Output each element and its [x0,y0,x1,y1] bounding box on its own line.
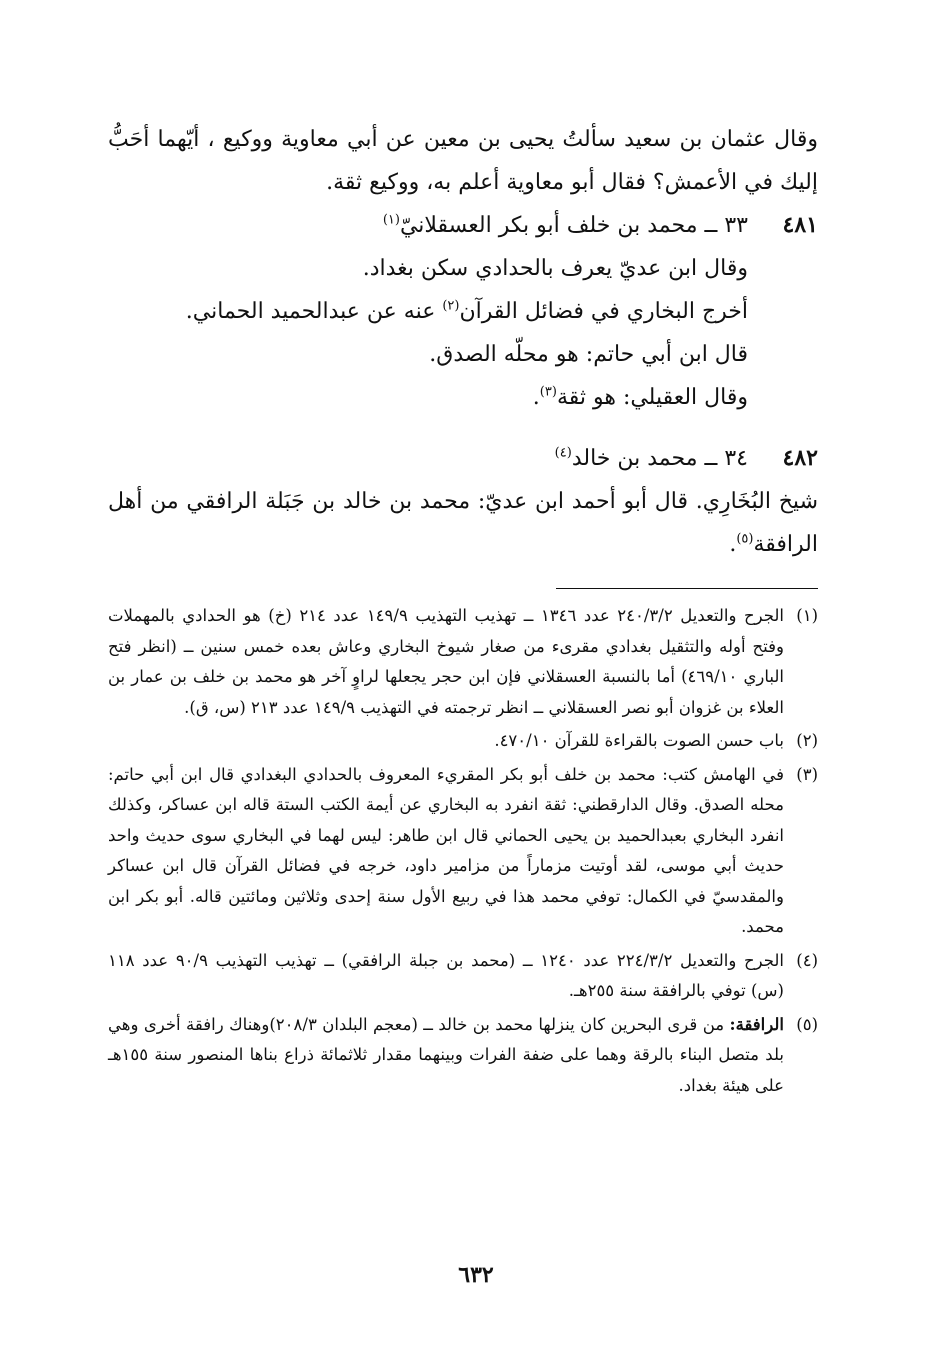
entry-line: أخرج البخاري في فضائل القرآن$^{(٢)}$ عنه عن عبدالحميد الحماني. [185,298,748,324]
entry-title: ٣٣ ــ محمد بن خلف أبو بكر العسقلانيّ$^{(١)}$ [382,212,748,238]
footnote-mark: (١) [796,606,818,625]
footnote [108,726,818,757]
footnote-term: الرافقة: [729,1014,784,1034]
footnote-text: الجرح والتعديل ٢٢٤/٣/٢ عدد ١٢٤٠ ــ (محمد بن جبلة الرافقي) ــ تهذيب التهذيب ٩٠/٩ عدد ١١٨ (س) توفي بالرافقة سنة ٢٥٥هـ. [108,950,784,1000]
page-number: ٦٣٢ [458,1262,494,1288]
entry-number: ٤٨٢ [782,445,818,471]
footnote-ref: (٣) [539,384,557,400]
entry-line: وقال العقيلي: هو ثقة$^{(٣)}$. [532,384,748,410]
entry-paragraph: شيخ البُخَارِي. قال أبو أحمد ابن عديّ: محمد بن خالد بن جَبَلة الرافقي من أهل الرافقة$^{(٥)}$. [108,489,818,557]
footnote-mark: (٣) [796,764,818,784]
intro-paragraph: وقال عثمان بن سعيد سألتُ يحيى بن معين عن أبي معاوية ووكيع ، أيّهما أحَبُّ إليك في الأعمش؟ فقال أبو معاوية أعلم به، ووكيع ثقة. [108,127,818,195]
footnote-ref: (٥) [736,531,754,547]
entry-number: ٤٨١ [782,212,818,238]
entry-heading [108,437,818,480]
footnote-ref: (٢) [442,298,460,314]
footnote-divider [556,588,818,589]
footnote-text: الرافقة: من قرى البحرين كان ينزلها محمد بن خالد ــ (معجم البلدان ٢٠٨/٣)وهناك رافقة أخرى وهي بلد متصل البناء بالرقة وهما على ضفة الفرات وبينهما مقدار ثلاثمائة ذراع بناها المنصور سنة ١٥٥هـ على هيئة بغداد. [108,1014,784,1095]
footnote-text: الجرح والتعديل ٢٤٠/٣/٢ عدد ١٣٤٦ ــ تهذيب التهذيب ١٤٩/٩ عدد ٢١٤ (خ) هو الحدادي بالمهملات وفتح أوله والتثقيل بغدادي مقرىء من صغار شيوخ البخاري وعاش بعده خمس سنين ــ (انظر فتح الباري ٤٦٩/١٠) أما بالنسبة العسقلاني فإن ابن حجر يجعلها لراوٍ آخر هو محمد بن خلف بن عمار بن العلاء بن غزوان أبو نصر العسقلاني ــ انظر ترجمته في التهذيب ١٤٩/٩ عدد ٢١٣ (س، ق). [108,606,785,717]
footnote [108,760,818,943]
footnote [108,601,818,723]
entry-heading [108,204,818,247]
footnote [108,946,818,1007]
main-text [108,118,818,566]
footnote-mark: (٢) [796,731,818,750]
footnotes [108,601,818,1101]
entry-line: قال ابن أبي حاتم: هو محلّه الصدق. [429,342,748,367]
entry-line: وقال ابن عديّ يعرف بالحدادي سكن بغداد. [362,256,748,281]
entry-title: ٣٤ ــ محمد بن خالد$^{(٤)}$ [554,445,748,471]
footnote-mark: (٤) [796,950,818,970]
footnote-ref: (١) [382,212,400,228]
footnote-mark: (٥) [796,1014,818,1034]
page-content [108,118,818,1104]
footnote-text: في الهامش كتب: محمد بن خلف أبو بكر المقريء المعروف بالحدادي البغدادي قال ابن أبي حاتم: محله الصدق. وقال الدارقطني: ثقة انفرد به البخاري عن أيمة الكتب الستة قاله ابن عساكر، وكذلك انفرد البخاري بعبدالحميد بن يحيى الحماني قال ابن طاهر: ليس لهما في البخاري سوى حديث واحد حديث أبي موسى، لقد أوتيت مزماراً من مزامير داود، خرجه في فضائل القرآن قال ابن عساكر والمقدسيّ في الكمال: توفي محمد هذا في ربيع الأول سنة إحدى وثلاثين ومائتين قاله. أبو بكر ابن محمد. [108,764,784,936]
footnote [108,1010,818,1102]
footnote-text: باب حسن الصوت بالقراءة للقرآن ٤٧٠/١٠. [494,731,784,750]
footnote-ref: (٤) [554,445,572,461]
